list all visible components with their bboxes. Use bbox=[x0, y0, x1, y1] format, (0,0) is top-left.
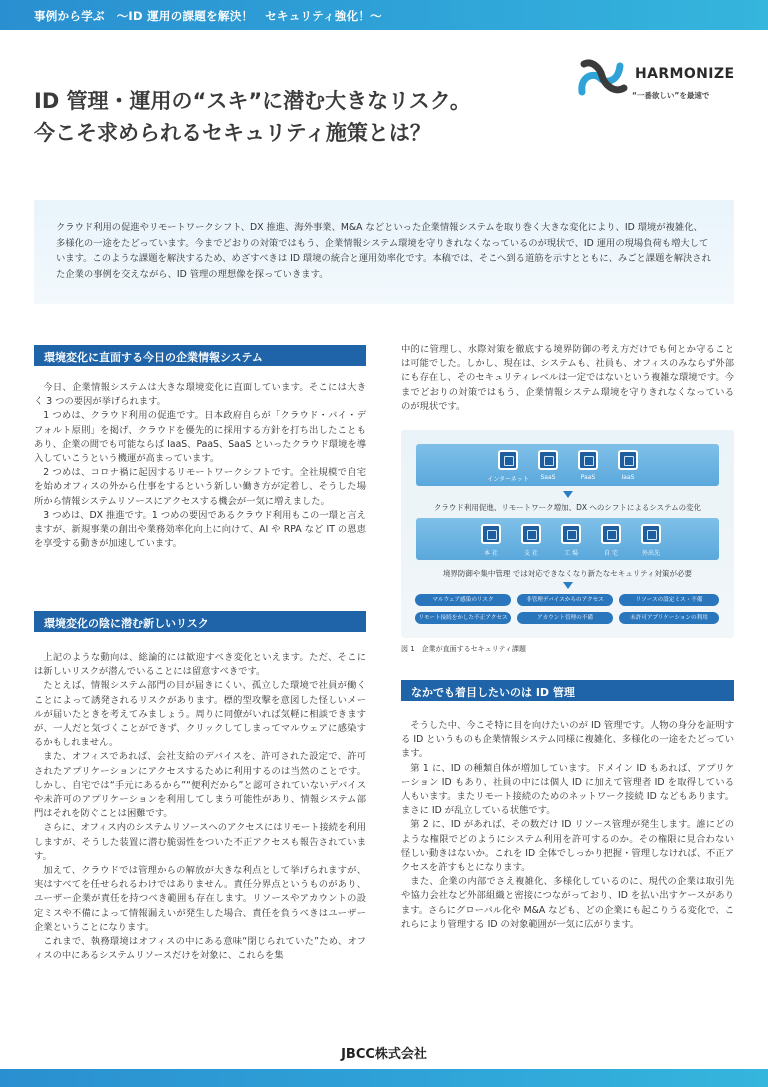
icon-label: PaaS bbox=[580, 474, 596, 481]
figure-security-issues bbox=[401, 430, 734, 638]
paragraph: 第 1 に、ID の種類自体が増加しています。ドメイン ID もあれば、アプリケーション ID もあり、社員の中には個人 ID に加えて管理者 ID を取得している人もいます。またリモート接続のためのネットワーク接続 ID などもあります。まさに ID が乱立している状態です。 bbox=[401, 762, 734, 817]
section-1-body bbox=[34, 381, 366, 551]
branch-icon bbox=[521, 524, 541, 544]
section-2-body bbox=[34, 651, 366, 963]
figure-caption-mid: クラウド利用促進、リモートワーク増加、DX へのシフトによるシステムの変化 bbox=[433, 503, 702, 512]
section-3-body bbox=[401, 719, 734, 932]
paragraph: 今日、企業情報システムは大きな環境変化に直面しています。そこには大きく 3 つの要因が挙げられます。 bbox=[34, 382, 366, 408]
paragraph: また、企業の内部でさえ複雑化、多様化しているのに、現代の企業は取引先や協力会社など外部組織と密接につながっており、ID を払い出すケースがあります。さらにグローバル化や M&A なども、どの企業にも起こりうる変化で、これらにより管理する ID の対象範囲が一気に広がります。 bbox=[401, 876, 734, 930]
paragraph: 加えて、クラウドでは管理からの解放が大きな利点として挙げられますが、実はすべてを任せられるわけではありません。責任分界点というものがあり、ユーザー企業が責任を持つべき範囲も存在します。リソースやアカウントの設定ミスや不備によって情報漏えいが発生した場合、責任を負うべきはユーザー企業ということになります。 bbox=[34, 865, 366, 933]
icon-label: 自 宅 bbox=[604, 550, 618, 557]
icon-label: 外出先 bbox=[641, 550, 660, 557]
risk-pill: 未許可アプリケーションの利用 bbox=[619, 612, 719, 624]
top-banner bbox=[0, 0, 768, 30]
risk-pill: アカウント管理の不備 bbox=[517, 612, 613, 624]
iaas-icon bbox=[618, 450, 638, 470]
internet-icon bbox=[498, 450, 518, 470]
icon-label: 支 社 bbox=[524, 550, 538, 557]
paragraph: 3 つめは、DX 推進です。1 つめの要因であるクラウド利用もこの一環と言えますが、新規事業の創出や業務効率化向上に向けて、AI や RPA など IT の恩恵を享受する動きが加速しています。 bbox=[34, 509, 366, 550]
headquarters-icon bbox=[481, 524, 501, 544]
figure-caption-bottom: 境界防御や集中管理 では対応できなくなり新たなセキュリティ対策が必要 bbox=[442, 569, 693, 578]
intro-text: クラウド利用の促進やリモートワークシフト、DX 推進、海外事業、M&A などといった企業情報システムを取り巻く大きな変化により、ID 環境が複雑化、多様化の一途をたどっています。今までどおりの対策ではもう、企業情報システム環境を守りきれなくなっているのが現状で、ID 運用の現場負荷も増大しています。このような課題を解決するため、めざすべきは ID 環境の統合と運用効率化です。本稿では、そこへ到る道筋を示すとともに、みごと課題を解決された企業の事例を交えながら、ID 管理の理想像を探っていきます。 bbox=[56, 222, 711, 280]
bottom-band bbox=[0, 1069, 768, 1087]
title-line-2: 今こそ求められるセキュリティ施策とは？ bbox=[34, 121, 431, 145]
paragraph: 中的に管理し、水際対策を徹底する境界防御の考え方だけでも何とか守ることは可能でした。しかし、現在は、システムも、社員も、オフィスのみならず外部にも存在し、そのセキュリティレベルは一定ではないという複雑な環境です。今までどおりの対策ではもう、企業情報システム環境を守りきれなくなっているのが現状です。 bbox=[401, 344, 735, 412]
down-arrow-icon bbox=[563, 582, 573, 589]
paragraph: さらに、オフィス内のシステムリソースへのアクセスにはリモート接続を利用しますが、そうした装置に潜む脆弱性をついた不正アクセスも報告されています。 bbox=[34, 822, 366, 862]
paragraph: 1 つめは、クラウド利用の促進です。日本政府自らが「クラウド・バイ・デフォルト原則」を掲げ、クラウドを優先的に採用する方針を打ち出したこともあり、企業の間でも可能ならば IaaS、PaaS、SaaS といったクラウド環境を導入していこうという機運が高まっています。 bbox=[34, 410, 366, 465]
section-heading-3: なかでも着目したいのは ID 管理 bbox=[401, 680, 734, 701]
home-icon bbox=[601, 524, 621, 544]
icon-label: 工 場 bbox=[564, 550, 578, 557]
figure-label: 図 1 企業が直面するセキュリティ課題 bbox=[401, 645, 526, 653]
logo-tagline: “一番欲しい”を最速で bbox=[632, 91, 710, 100]
paragraph: 第 2 に、ID があれば、その数だけ ID リソース管理が発生します。誰にどのような権限でどのようにシステム利用を許可するのか。その権限に見合わない怪しい動きはないか。これを ID 全体でしっかり把握・管理しなければ、不正アクセスを許すもとになります。 bbox=[401, 819, 734, 874]
factory-icon bbox=[561, 524, 581, 544]
risk-pill: 非管理デバイスからのアクセス bbox=[517, 594, 613, 606]
saas-icon bbox=[538, 450, 558, 470]
icon-label: インターネット bbox=[487, 476, 529, 483]
page-title bbox=[34, 85, 471, 149]
icon-label: 本 社 bbox=[484, 550, 498, 557]
paragraph: たとえば、情報システム部門の目が届きにくい、孤立した環境で社員が働くことによって誘発されるリスクがあります。標的型攻撃を意図した怪しいメールが届いたときを考えてみましょう。周りに同僚がいれば気軽に相談できますが、一人だと気づくことができず、クリックしてしまってマルウェアに感染するかもしれません。 bbox=[34, 680, 366, 749]
icon-label: IaaS bbox=[621, 474, 635, 481]
harmonize-logo bbox=[574, 52, 744, 112]
section-heading-1: 環境変化に直面する今日の企業情報システム bbox=[34, 345, 366, 366]
down-arrow-icon bbox=[563, 491, 573, 498]
intro-box bbox=[34, 200, 734, 304]
risk-pill: マルウェア感染のリスク bbox=[415, 594, 511, 606]
paragraph: そうした中、今こそ特に目を向けたいのが ID 管理です。人物の身分を証明する ID というものも企業情報システム同様に複雑化、多様化の一途をたどっています。 bbox=[401, 720, 734, 760]
title-line-1: ID 管理・運用の“スキ”に潜む大きなリスク。 bbox=[34, 89, 471, 113]
paragraph: これまで、執務環境はオフィスの中にある意味“閉じられていた”ため、オフィスの中にあるシステムリソースだけを対象に、これらを集 bbox=[34, 936, 366, 962]
banner-text: 事例から学ぶ ～ID 運用の課題を解決！ セキュリティ強化！～ bbox=[34, 9, 382, 23]
company-name: JBCC株式会社 bbox=[341, 1047, 427, 1062]
risk-pill: リモート接続をかした不正アクセス bbox=[415, 612, 511, 624]
column-2-top-text bbox=[401, 343, 734, 414]
icon-label: SaaS bbox=[540, 474, 556, 481]
paas-icon bbox=[578, 450, 598, 470]
paragraph: また、オフィスであれば、会社支給のデバイスを、許可された設定で、許可されたアプリケーションにアクセスするために利用するのは当然のことです。しかし、自宅では“手元にあるから”“便利だから”と認可されていないデバイスや未許可のアプリケーションを利用してしまう可能性があり、情報システム部門はそれを防ぐことは困難です。 bbox=[34, 751, 366, 820]
logo-brand: HARMONIZE bbox=[635, 66, 735, 82]
section-heading-2: 環境変化の陰に潜む新しいリスク bbox=[34, 611, 366, 632]
risk-pill: リソースの設定ミス・不備 bbox=[619, 594, 719, 606]
paragraph: 上記のような動向は、総論的には歓迎すべき変化といえます。ただ、そこには新しいリスクが潜んでいることには留意すべきです。 bbox=[34, 652, 366, 678]
mobile-icon bbox=[641, 524, 661, 544]
harmonize-mark-icon bbox=[574, 54, 630, 100]
paragraph: 2 つめは、コロナ禍に起因するリモートワークシフトです。全社規模で自宅を始めオフィスの外から仕事をするという新しい働き方が定着し、そうした場所から情報システムリソースにアクセスする機会が一気に増えました。 bbox=[34, 467, 366, 507]
